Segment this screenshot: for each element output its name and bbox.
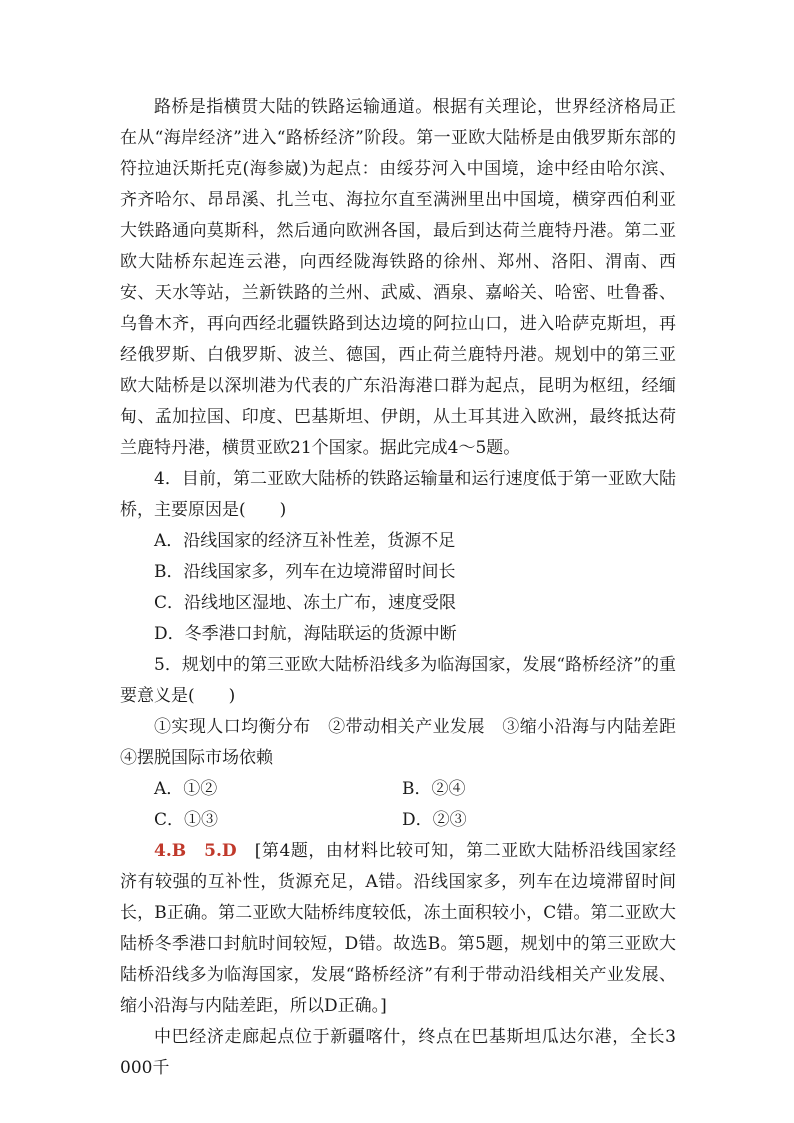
question-4-option-b: B．沿线国家多，列车在边境滞留时间长 [154, 562, 456, 582]
answer-explanation [120, 836, 676, 1022]
question-5-stem: 5．规划中的第三亚欧大陆桥沿线多为临海国家，发展“路桥经济”的重要意义是( ) [120, 655, 676, 706]
question-5-option-d: D．②③ [402, 810, 467, 830]
answer-key: 4.B 5.D [154, 841, 237, 861]
question-4-option-d: D．冬季港口封航，海陆联运的货源中断 [154, 624, 457, 644]
next-passage-paragraph: 中巴经济走廊起点位于新疆喀什，终点在巴基斯坦瓜达尔港，全长3 000千 [120, 1027, 676, 1078]
question-4-option-c: C．沿线地区湿地、冻土广布，速度受限 [154, 593, 457, 613]
question-5-options-row-1 [120, 774, 676, 805]
question-5-option-b: B．②④ [402, 779, 466, 799]
question-4-option-a: A．沿线国家的经济互补性差，货源不足 [154, 531, 456, 551]
question-5-option-c: C．①③ [154, 810, 219, 830]
question-4-stem: 4．目前，第二亚欧大陆桥的铁路运输量和运行速度低于第一亚欧大陆桥，主要原因是( ) [120, 469, 676, 520]
question-5-options-row-2 [120, 805, 676, 836]
question-5-statements: ①实现人口均衡分布 ②带动相关产业发展 ③缩小沿海与内陆差距 ④摆脱国际市场依赖 [120, 717, 693, 768]
passage-paragraph: 路桥是指横贯大陆的铁路运输通道。根据有关理论，世界经济格局正在从“海岸经济”进入“路桥经济”阶段。第一亚欧大陆桥是由俄罗斯东部的符拉迪沃斯托克(海参崴)为起点：由绥芬河入中国境，途中经由哈尔滨、齐齐哈尔、昂昂溪、扎兰屯、海拉尔直至满洲里出中国境，横穿西伯利亚大铁路通向莫斯科，然后通向欧洲各国，最后到达荷兰鹿特丹港。第二亚欧大陆桥东起连云港，向西经陇海铁路的徐州、郑州、洛阳、渭南、西安、天水等站，兰新铁路的兰州、武威、酒泉、嘉峪关、哈密、吐鲁番、乌鲁木齐，再向西经北疆铁路到达边境的阿拉山口，进入哈萨克斯坦，再经俄罗斯、白俄罗斯、波兰、德国，西止荷兰鹿特丹港。规划中的第三亚欧大陆桥是以深圳港为代表的广东沿海港口群为起点，昆明为枢纽，经缅甸、孟加拉国、印度、巴基斯坦、伊朗，从土耳其进入欧洲，最终抵达荷兰鹿特丹港，横贯亚欧21个国家。据此完成4～5题。 [120, 97, 676, 458]
question-5-option-a: A．①② [154, 779, 218, 799]
answer-text: [第4题，由材料比较可知，第二亚欧大陆桥沿线国家经济有较强的互补性，货源充足，A错。沿线国家多，列车在边境滞留时间长，B正确。第二亚欧大陆桥纬度较低，冻土面积较小，C错。第二亚欧大陆桥冬季港口封航时间较短，D错。故选B。第5题，规划中的第三亚欧大陆桥沿线多为临海国家，发展“路桥经济”有利于带动沿线相关产业发展、缩小沿海与内陆差距，所以D正确。] [120, 841, 677, 1016]
document-content [120, 92, 693, 1084]
